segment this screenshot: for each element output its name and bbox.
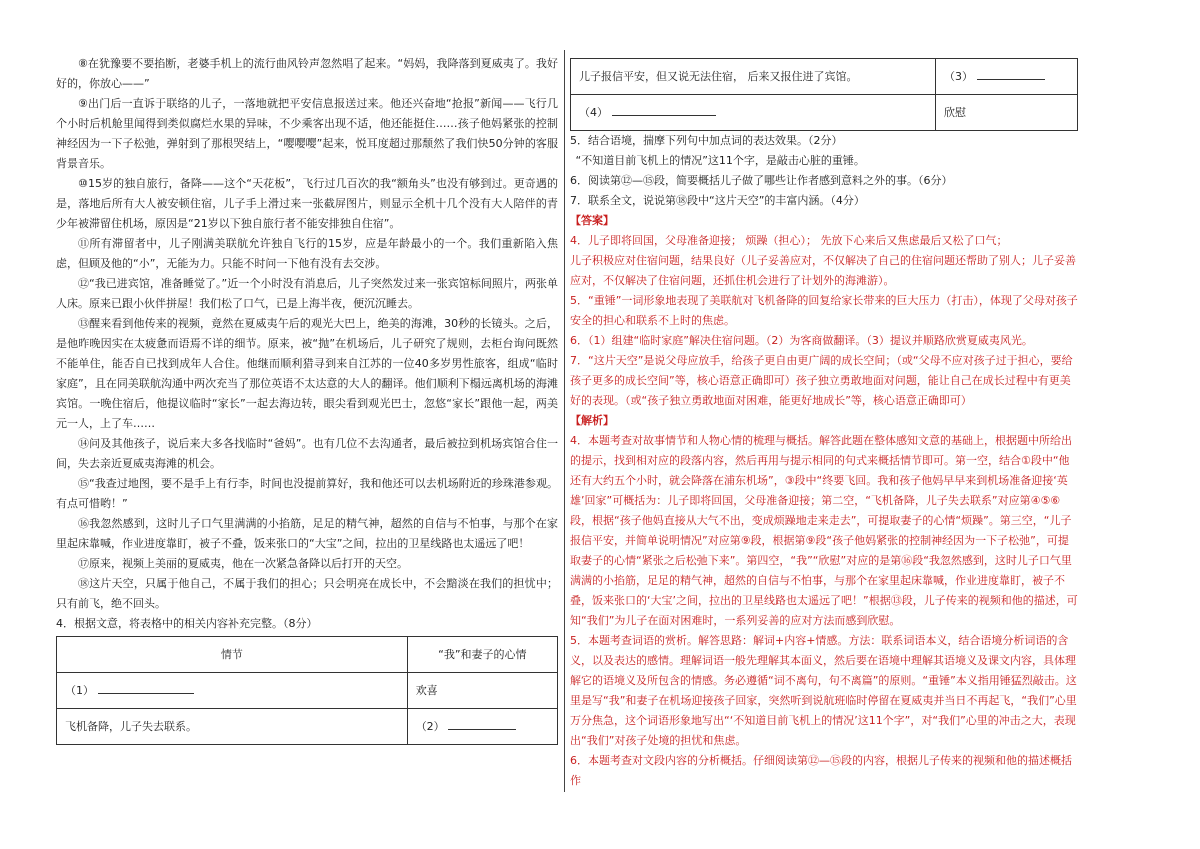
analysis-block: [570, 431, 1078, 791]
table-row-1-plot: （1）: [57, 673, 408, 709]
answer-blank-1[interactable]: [98, 681, 194, 694]
question-6: 6．阅读第⑫—⑮段，简要概括儿子做了哪些让作者感到意料之外的事。（6分）: [570, 174, 953, 187]
answer-4: 4．儿子即将回国，父母准备迎接； 烦躁（担心）； 先放下心来后又焦虑最后又松了口气；: [570, 234, 1008, 247]
answer-blank-3[interactable]: [977, 67, 1045, 80]
question-5: 5．结合语境，揣摩下列句中加点词的表达效果。（2分）: [570, 134, 843, 147]
table-row-4-mood: 欣慰: [936, 95, 1078, 131]
table-header-plot: 情节: [57, 637, 408, 673]
analysis-heading: 【解析】: [570, 414, 614, 427]
table-row-2-plot: 飞机备降，儿子失去联系。: [57, 709, 408, 745]
answer-heading: 【答案】: [570, 214, 614, 227]
paragraph-18: ⑱这片天空，只属于他自己，不属于我们的担心；只会明亮在成长中，不会黯淡在我们的担忧中；只有前飞，绝不回头。: [56, 577, 558, 610]
answer-4-cont: 儿子积极应对住宿问题，结果良好（儿子妥善应对，不仅解决了自己的住宿问题还帮助了别人；儿子妥善应对，不仅解决了住宿问题，还抓住机会进行了计划外的海滩游）。: [570, 254, 1076, 287]
question-5-sentence: “不知道目前飞机上的情况”这11个字，是敲击心脏的重锤。: [575, 154, 865, 167]
answer-6: 6．（1）组建“临时家庭”解决住宿问题。（2）为客商做翻译。（3）提议并顺路欣赏夏威夷风光。: [570, 334, 1033, 347]
paragraph-17: ⑰原来，视频上美丽的夏威夷，他在一次紧急备降以后打开的天空。: [78, 557, 408, 570]
question-4: 4．根据文意，将表格中的相关内容补充完整。（8分）: [56, 617, 318, 630]
right-column: [570, 58, 1078, 791]
answer-block: [570, 231, 1078, 411]
left-column: [56, 54, 558, 745]
table-header-mood: “我”和妻子的心情: [407, 637, 557, 673]
plot-mood-table: [56, 636, 558, 745]
answer-5: 5．“重锤”一词形象地表现了美联航对飞机备降的回复给家长带来的巨大压力（打击），体现了父母对孩子安全的担心和联系不上时的焦虑。: [570, 294, 1078, 327]
column-divider: [564, 50, 565, 792]
paragraph-9: ⑨出门后一直诉于联络的儿子，一落地就把平安信息报送过来。他还兴奋地“抢报”新闻——飞行几个小时后机舱里闻得到类似腐烂水果的异味，不少乘客出现不适，他还能挺住……孩子他妈紧张的控制神经因为一下子松弛，弹射到了那根哭结上，“嘤嘤嘤”起来，悦耳度超过那颓然了我们快50分钟的客服背景音乐。: [56, 97, 558, 170]
question-7: 7．联系全文，说说第⑱段中“这片天空”的丰富内涵。（4分）: [570, 194, 865, 207]
analysis-4: 4．本题考查对故事情节和人物心情的梳理与概括。解答此题在整体感知文意的基础上，根据题中所给出的提示，找到相对应的段落内容，然后再用与提示相同的句式来概括情节即可。第一空，结合①段中“他还有大约五个小时，就会降落在浦东机场”，③段中“终要飞回。我和孩子他妈早早来到机场准备迎接‘英雄’回家”可概括为：儿子即将回国，父母准备迎接；第二空，“飞机备降，儿子失去联系”对应第④⑤⑥段，根据“孩子他妈直接从大气不出，变成烦躁地走来走去”，可提取妻子的心情“烦躁”。第三空，“儿子报信平安，并简单说明情况”对应第⑨段，根据第⑨段“孩子他妈紧张的控制神经因为一下子松弛”，可提取妻子的心情“紧张之后松弛下来”。第四空，“我”“欣慰”对应的是第⑯段“我忽然感到，这时儿子口气里满满的小掐筋，足足的精气神，超然的自信与不怕事，与那个在家里起床靠喊，作业进度靠盯，被子不叠，饭来张口的‘大宝’之间，拉出的卫星线路也太遥远了吧！”根据⑬段，儿子传来的视频和他的描述，可知“我们”为儿子在面对困难时，一系列妥善的应对方法而感到欣慰。: [570, 434, 1078, 627]
paragraph-12: ⑫“我已进宾馆，准备睡觉了。”近一个小时没有消息后，儿子突然发过来一张宾馆标间照片，两张单人床。原来已跟小伙伴拼屋！我们松了口气，已是上海半夜，便沉沉睡去。: [56, 277, 558, 310]
table-row-1-mood: 欢喜: [407, 673, 557, 709]
answer-7: 7．“这片天空”是说父母应放手，给孩子更自由更广阔的成长空间；（或“父母不应对孩子过于担心，要给孩子更多的成长空间”等，核心语意正确即可）孩子独立勇敢地面对问题，能让自己在成长过程中有更美好的表现。（或“孩子独立勇敢地面对困难，能更好地成长”等，核心语意正确即可）: [570, 354, 1073, 407]
paragraph-10: ⑩15岁的独自旅行，备降——这个“天花板”，飞行过几百次的我“额角头”也没有够到过。更奇遇的是，落地后所有大人被安顿住宿，儿子手上滑过来一张截屏图片，则显示全机十几个没有大人陪伴的青少年被滞留住机场，原因是“21岁以下独自旅行者不能安排独自住宿”。: [56, 177, 558, 230]
answer-blank-2[interactable]: [448, 717, 516, 730]
paragraph-15: ⑮“我查过地图，要不是手上有行李，时间也没提前算好，我和他还可以去机场附近的珍珠港参观。有点可惜哟！”: [56, 477, 558, 510]
paragraph-8: ⑧在犹豫要不要掐断，老婆手机上的流行曲风铃声忽然唱了起来。“妈妈，我降落到夏威夷了。我好好的，你放心——”: [56, 57, 558, 90]
paragraph-14: ⑭问及其他孩子，说后来大多各找临时“爸妈”。也有几位不去沟通者，最后被拉到机场宾馆合住一间，失去亲近夏威夷海滩的机会。: [56, 437, 558, 470]
table-row-3-mood: （3）: [936, 59, 1078, 95]
analysis-6: 6．本题考查对文段内容的分析概括。仔细阅读第⑫—⑮段的内容，根据儿子传来的视频和他的描述概括作: [570, 754, 1072, 787]
table-row-4-plot: （4）: [571, 95, 936, 131]
analysis-5: 5．本题考查词语的赏析。解答思路：解词+内容+情感。方法：联系词语本义，结合语境分析词语的含义，以及表达的感情。理解词语一般先理解其本面义，然后要在语境中理解其语境义及课文内容，具体理解它的语境义及所包含的情感。务必遵循“词不离句，句不离篇”的原则。“重锤”本义指用锤猛烈敲击。这里是写“我”和妻子在机场迎接孩子回家，突然听到说航班临时停留在夏威夷并当日不再起飞，“我们”心里万分焦急，这个词语形象地写出“‘不知道目前飞机上的情况’这11个字”，对“我们”心里的冲击之大，表现出“我们”对孩子处境的担忧和焦虑。: [570, 634, 1077, 747]
plot-mood-table-continued: [570, 58, 1078, 131]
paragraph-13: ⑬醒来看到他传来的视频，竟然在夏威夷午后的观光大巴上，绝美的海滩，30秒的长镜头。之后，是他昨晚因实在太疲惫而语焉不详的细节。原来，被“抛”在机场后，儿子研究了规则，去柜台询问既然不能单住，能否自已找到成年人合住。他继而顺利猎寻到来自江苏的一位40多岁男性旅客，组成“临时家庭”，且在同美联航沟通中两次充当了那位英语不太达意的大人的翻译。他们顺利下榻远离机场的海滩宾馆。一晚住宿后，他提议临时“家长”一起去海边转，眼尖看到观光巴士，忽悠“家长”跟他一起，两美元一人，上了车……: [56, 317, 558, 430]
paragraph-16: ⑯我忽然感到，这时儿子口气里满满的小掐筋，足足的精气神，超然的自信与不怕事，与那个在家里起床靠喊，作业进度靠盯，被子不叠，饭来张口的“大宝”之间，拉出的卫星线路也太遥远了吧！: [56, 517, 558, 550]
table-row-2-mood: （2）: [407, 709, 557, 745]
answer-blank-4[interactable]: [612, 103, 716, 116]
paragraph-11: ⑪所有滞留者中，儿子刚满美联航允许独自飞行的15岁，应是年龄最小的一个。我们重新陷入焦虑，但顾及他的“小”，无能为力。只能不时问一下他有没有去交涉。: [56, 237, 558, 270]
table-row-3-plot: 儿子报信平安，但又说无法住宿， 后来又报住进了宾馆。: [571, 59, 936, 95]
